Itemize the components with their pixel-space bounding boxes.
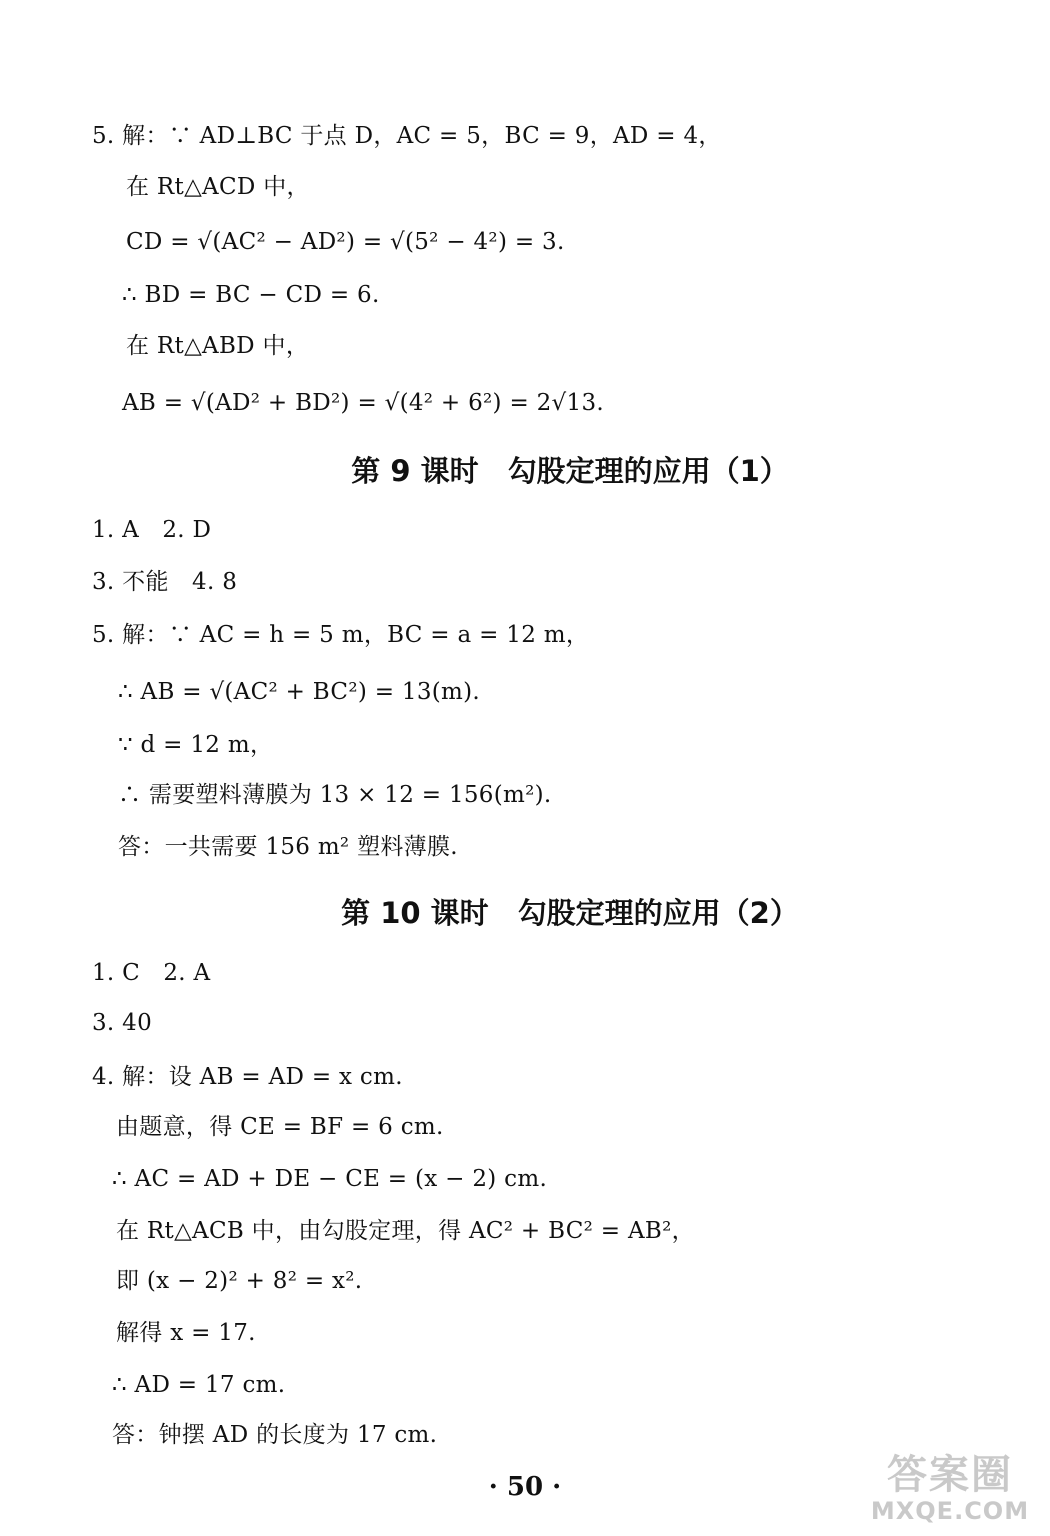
watermark-logo — [860, 1452, 1040, 1530]
answer-line: 在 Rt△ABD 中， — [126, 333, 310, 359]
answer-line: 5. 解：∵ AD⊥BC 于点 D，AC = 5，BC = 9，AD = 4， — [92, 123, 722, 149]
answer-line: 在 Rt△ACB 中，由勾股定理，得 AC² + BC² = AB²， — [116, 1218, 695, 1244]
watermark-top: 答案圈 — [887, 1452, 1013, 1498]
answer-line: 即 (x − 2)² + 8² = x². — [116, 1268, 363, 1294]
answer-line: ∴ 需要塑料薄膜为 13 × 12 = 156(m²). — [118, 782, 552, 808]
answer-line: 3. 40 — [92, 1010, 153, 1036]
page-number: · 50 · — [488, 1472, 562, 1502]
answer-line: 3. 不能 4. 8 — [92, 569, 238, 595]
answer-line: CD = √(AC² − AD²) = √(5² − 4²) = 3. — [126, 229, 565, 255]
answer-line: 答：一共需要 156 m² 塑料薄膜. — [118, 834, 458, 860]
answer-line: AB = √(AD² + BD²) = √(4² + 6²) = 2√13. — [122, 390, 604, 416]
answer-line: 由题意，得 CE = BF = 6 cm. — [116, 1114, 444, 1140]
answer-line: ∴ AC = AD + DE − CE = (x − 2) cm. — [112, 1166, 548, 1192]
answer-line: 1. C 2. A — [92, 960, 211, 986]
watermark-bottom: MXQE.COM — [870, 1497, 1030, 1525]
answer-line: ∴ AD = 17 cm. — [112, 1372, 286, 1398]
answer-line: 4. 解：设 AB = AD = x cm. — [92, 1064, 403, 1090]
lesson-10-title: 第 10 课时 勾股定理的应用（2） — [341, 896, 799, 930]
answer-line: 1. A 2. D — [92, 517, 212, 543]
answer-line: 在 Rt△ACD 中， — [126, 174, 310, 200]
answer-line: 解得 x = 17. — [116, 1320, 256, 1346]
answer-line: 5. 解：∵ AC = h = 5 m，BC = a = 12 m， — [92, 622, 590, 648]
answer-line: ∴ AB = √(AC² + BC²) = 13(m). — [118, 679, 481, 705]
answer-line: ∵ d = 12 m， — [118, 732, 274, 758]
answer-line: 答：钟摆 AD 的长度为 17 cm. — [112, 1422, 438, 1448]
answer-line: ∴ BD = BC − CD = 6. — [122, 282, 380, 308]
lesson-9-title: 第 9 课时 勾股定理的应用（1） — [351, 454, 789, 488]
